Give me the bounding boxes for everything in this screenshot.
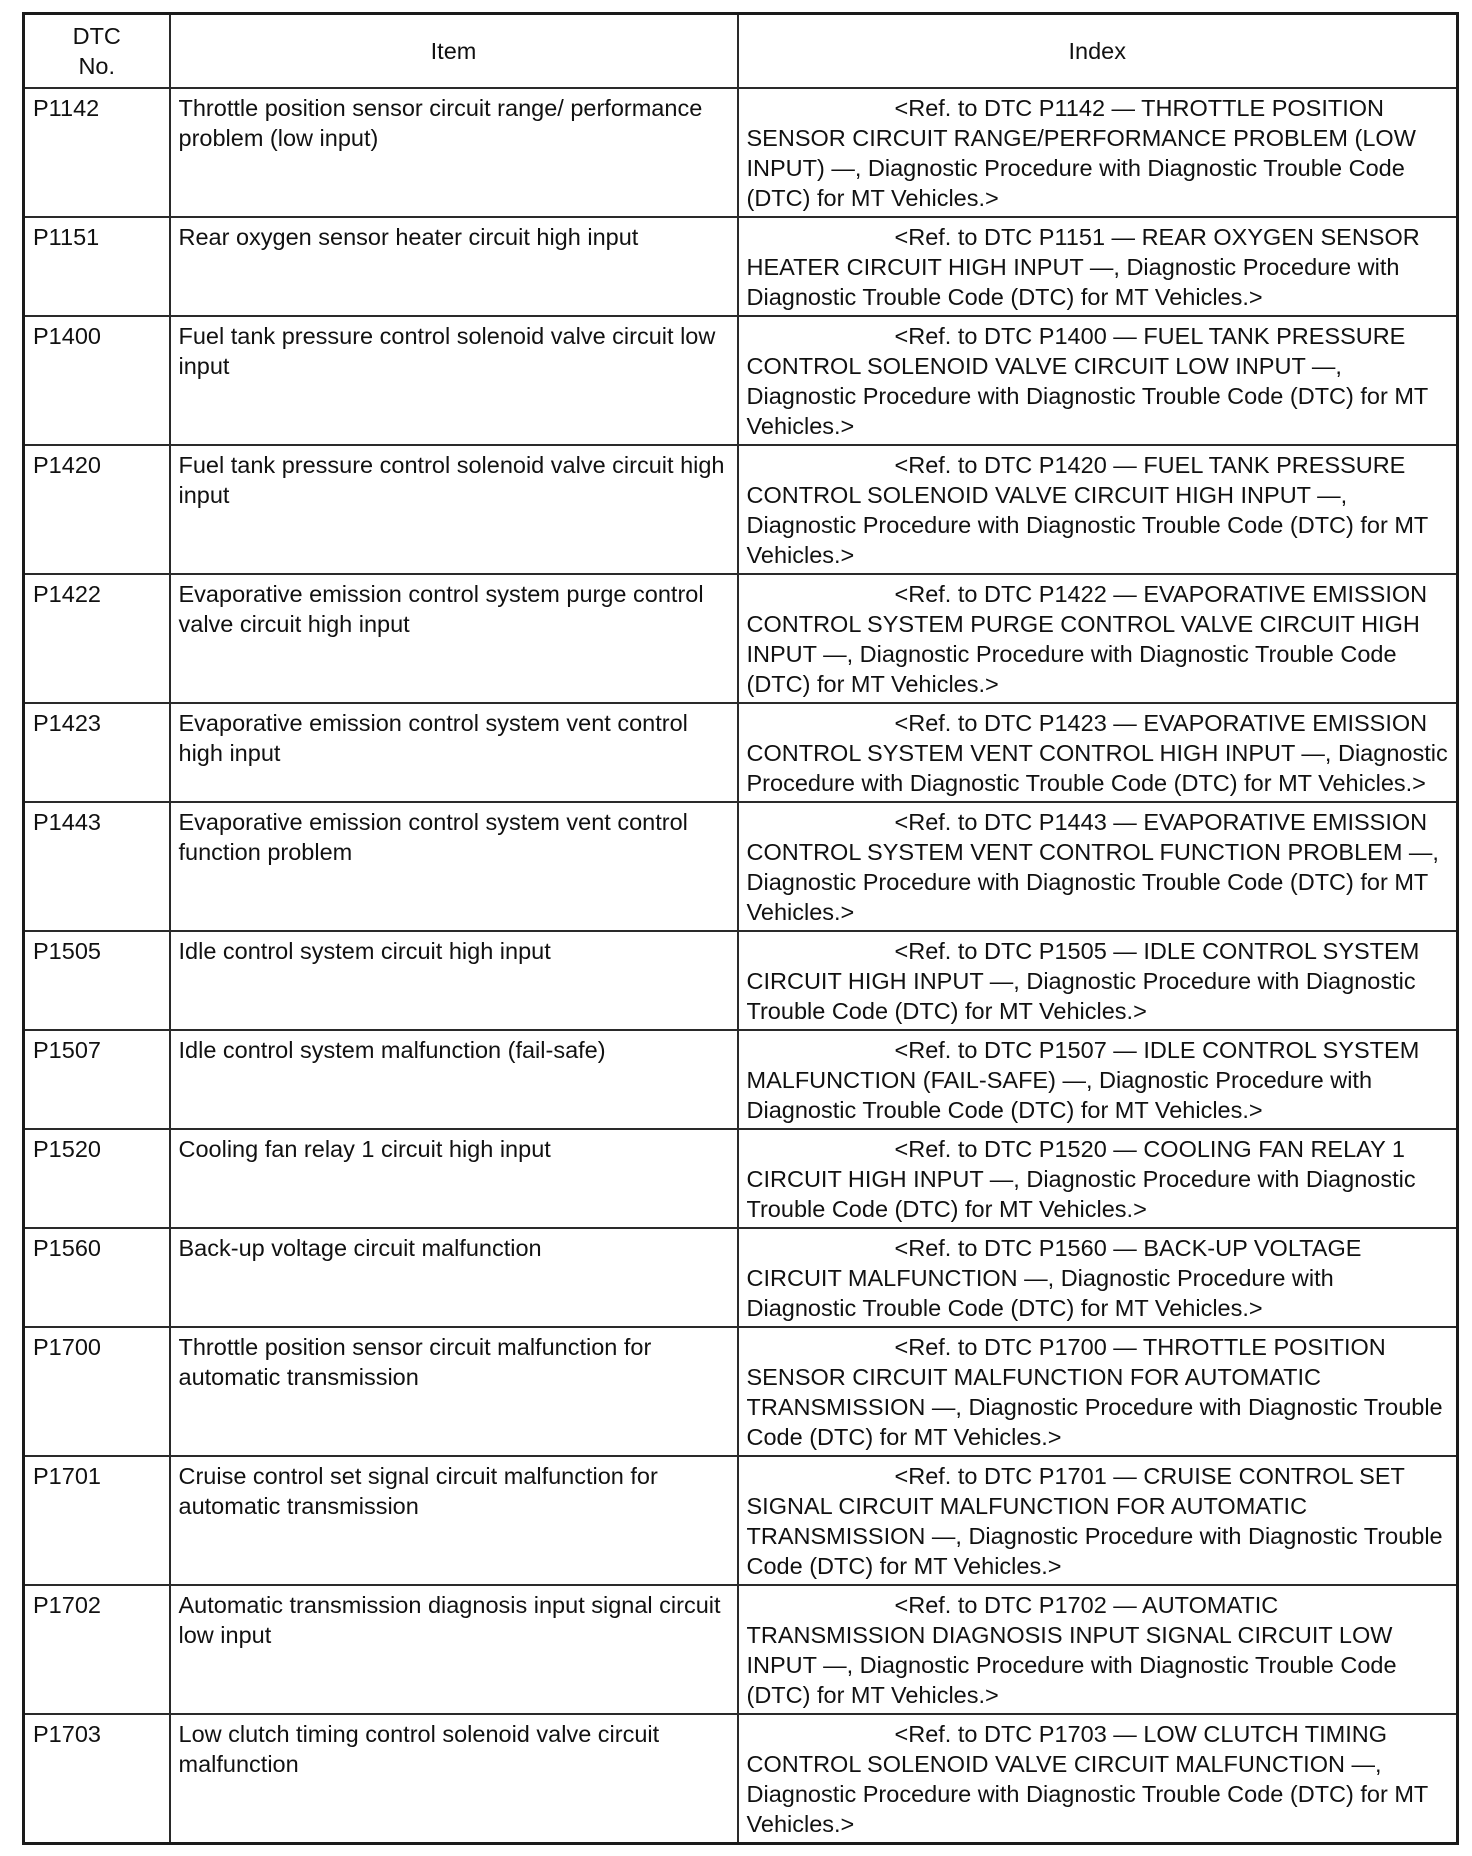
table-row <box>24 1129 1458 1228</box>
header-dtc-no <box>24 14 170 89</box>
dtc-code-cell: P1400 <box>24 316 170 445</box>
index-reference-cell: <Ref. to DTC P1507 — IDLE CONTROL SYSTEM MALFUNCTION (FAIL-SAFE) —, Diagnostic Procedure with Diagnostic Trouble Code (DTC) for MT Vehicles.> <box>738 1030 1458 1129</box>
table-row <box>24 1714 1458 1844</box>
item-cell: Fuel tank pressure control solenoid valve circuit high input <box>170 445 738 574</box>
item-cell: Back-up voltage circuit malfunction <box>170 1228 738 1327</box>
index-reference-cell: <Ref. to DTC P1520 — COOLING FAN RELAY 1 CIRCUIT HIGH INPUT —, Diagnostic Procedure with Diagnostic Trouble Code (DTC) for MT Vehicles.> <box>738 1129 1458 1228</box>
table-row <box>24 1030 1458 1129</box>
index-reference-cell: <Ref. to DTC P1443 — EVAPORATIVE EMISSION CONTROL SYSTEM VENT CONTROL FUNCTION PROBLEM —, Diagnostic Procedure with Diagnostic Trouble Code (DTC) for MT Vehicles.> <box>738 802 1458 931</box>
table-row <box>24 1327 1458 1456</box>
table-row <box>24 1585 1458 1714</box>
index-reference-cell: <Ref. to DTC P1420 — FUEL TANK PRESSURE CONTROL SOLENOID VALVE CIRCUIT HIGH INPUT —, Diagnostic Procedure with Diagnostic Trouble Code (DTC) for MT Vehicles.> <box>738 445 1458 574</box>
item-cell: Evaporative emission control system purge control valve circuit high input <box>170 574 738 703</box>
item-cell: Rear oxygen sensor heater circuit high input <box>170 217 738 316</box>
dtc-code-cell: P1443 <box>24 802 170 931</box>
table-row <box>24 802 1458 931</box>
dtc-code-cell: P1505 <box>24 931 170 1030</box>
index-reference-cell: <Ref. to DTC P1560 — BACK-UP VOLTAGE CIRCUIT MALFUNCTION —, Diagnostic Procedure with Diagnostic Trouble Code (DTC) for MT Vehicles.> <box>738 1228 1458 1327</box>
dtc-code-cell: P1700 <box>24 1327 170 1456</box>
header-index: Index <box>738 14 1458 89</box>
dtc-code-cell: P1151 <box>24 217 170 316</box>
index-reference-cell: <Ref. to DTC P1703 — LOW CLUTCH TIMING CONTROL SOLENOID VALVE CIRCUIT MALFUNCTION —, Diagnostic Procedure with Diagnostic Trouble Code (DTC) for MT Vehicles.> <box>738 1714 1458 1844</box>
table-row <box>24 574 1458 703</box>
index-reference-cell: <Ref. to DTC P1142 — THROTTLE POSITION SENSOR CIRCUIT RANGE/PERFORMANCE PROBLEM (LOW INPUT) —, Diagnostic Procedure with Diagnostic Trouble Code (DTC) for MT Vehicles.> <box>738 88 1458 217</box>
dtc-code-cell: P1507 <box>24 1030 170 1129</box>
table-header-row <box>24 14 1458 89</box>
index-reference-cell: <Ref. to DTC P1400 — FUEL TANK PRESSURE CONTROL SOLENOID VALVE CIRCUIT LOW INPUT —, Diagnostic Procedure with Diagnostic Trouble Code (DTC) for MT Vehicles.> <box>738 316 1458 445</box>
index-reference-cell: <Ref. to DTC P1422 — EVAPORATIVE EMISSION CONTROL SYSTEM PURGE CONTROL VALVE CIRCUIT HIGH INPUT —, Diagnostic Procedure with Diagnostic Trouble Code (DTC) for MT Vehicles.> <box>738 574 1458 703</box>
item-cell: Cruise control set signal circuit malfunction for automatic transmission <box>170 1456 738 1585</box>
item-cell: Automatic transmission diagnosis input signal circuit low input <box>170 1585 738 1714</box>
item-cell: Evaporative emission control system vent control function problem <box>170 802 738 931</box>
index-reference-cell: <Ref. to DTC P1505 — IDLE CONTROL SYSTEM CIRCUIT HIGH INPUT —, Diagnostic Procedure with Diagnostic Trouble Code (DTC) for MT Vehicles.> <box>738 931 1458 1030</box>
item-cell: Idle control system circuit high input <box>170 931 738 1030</box>
table-row <box>24 1456 1458 1585</box>
dtc-code-cell: P1520 <box>24 1129 170 1228</box>
table-row <box>24 445 1458 574</box>
dtc-code-cell: P1423 <box>24 703 170 802</box>
header-item: Item <box>170 14 738 89</box>
dtc-code-cell: P1702 <box>24 1585 170 1714</box>
table-row <box>24 931 1458 1030</box>
table-row <box>24 316 1458 445</box>
index-reference-cell: <Ref. to DTC P1700 — THROTTLE POSITION SENSOR CIRCUIT MALFUNCTION FOR AUTOMATIC TRANSMISSION —, Diagnostic Procedure with Diagnostic Trouble Code (DTC) for MT Vehicles.> <box>738 1327 1458 1456</box>
header-dtc-line1: DTC <box>72 23 121 49</box>
dtc-code-cell: P1701 <box>24 1456 170 1585</box>
dtc-code-cell: P1420 <box>24 445 170 574</box>
item-cell: Evaporative emission control system vent control high input <box>170 703 738 802</box>
table-row <box>24 703 1458 802</box>
item-cell: Fuel tank pressure control solenoid valve circuit low input <box>170 316 738 445</box>
table-row <box>24 1228 1458 1327</box>
index-reference-cell: <Ref. to DTC P1701 — CRUISE CONTROL SET SIGNAL CIRCUIT MALFUNCTION FOR AUTOMATIC TRANSMISSION —, Diagnostic Procedure with Diagnostic Trouble Code (DTC) for MT Vehicles.> <box>738 1456 1458 1585</box>
dtc-code-cell: P1422 <box>24 574 170 703</box>
table-row <box>24 88 1458 217</box>
dtc-code-cell: P1703 <box>24 1714 170 1844</box>
index-reference-cell: <Ref. to DTC P1702 — AUTOMATIC TRANSMISSION DIAGNOSIS INPUT SIGNAL CIRCUIT LOW INPUT —, Diagnostic Procedure with Diagnostic Trouble Code (DTC) for MT Vehicles.> <box>738 1585 1458 1714</box>
index-reference-cell: <Ref. to DTC P1151 — REAR OXYGEN SENSOR HEATER CIRCUIT HIGH INPUT —, Diagnostic Procedure with Diagnostic Trouble Code (DTC) for MT Vehicles.> <box>738 217 1458 316</box>
item-cell: Throttle position sensor circuit range/ performance problem (low input) <box>170 88 738 217</box>
dtc-code-cell: P1560 <box>24 1228 170 1327</box>
item-cell: Idle control system malfunction (fail-safe) <box>170 1030 738 1129</box>
table-row <box>24 217 1458 316</box>
item-cell: Low clutch timing control solenoid valve circuit malfunction <box>170 1714 738 1844</box>
item-cell: Throttle position sensor circuit malfunction for automatic transmission <box>170 1327 738 1456</box>
dtc-code-cell: P1142 <box>24 88 170 217</box>
header-dtc-line2: No. <box>78 53 116 79</box>
dtc-index-table <box>22 12 1459 1845</box>
item-cell: Cooling fan relay 1 circuit high input <box>170 1129 738 1228</box>
index-reference-cell: <Ref. to DTC P1423 — EVAPORATIVE EMISSION CONTROL SYSTEM VENT CONTROL HIGH INPUT —, Diagnostic Procedure with Diagnostic Trouble Code (DTC) for MT Vehicles.> <box>738 703 1458 802</box>
